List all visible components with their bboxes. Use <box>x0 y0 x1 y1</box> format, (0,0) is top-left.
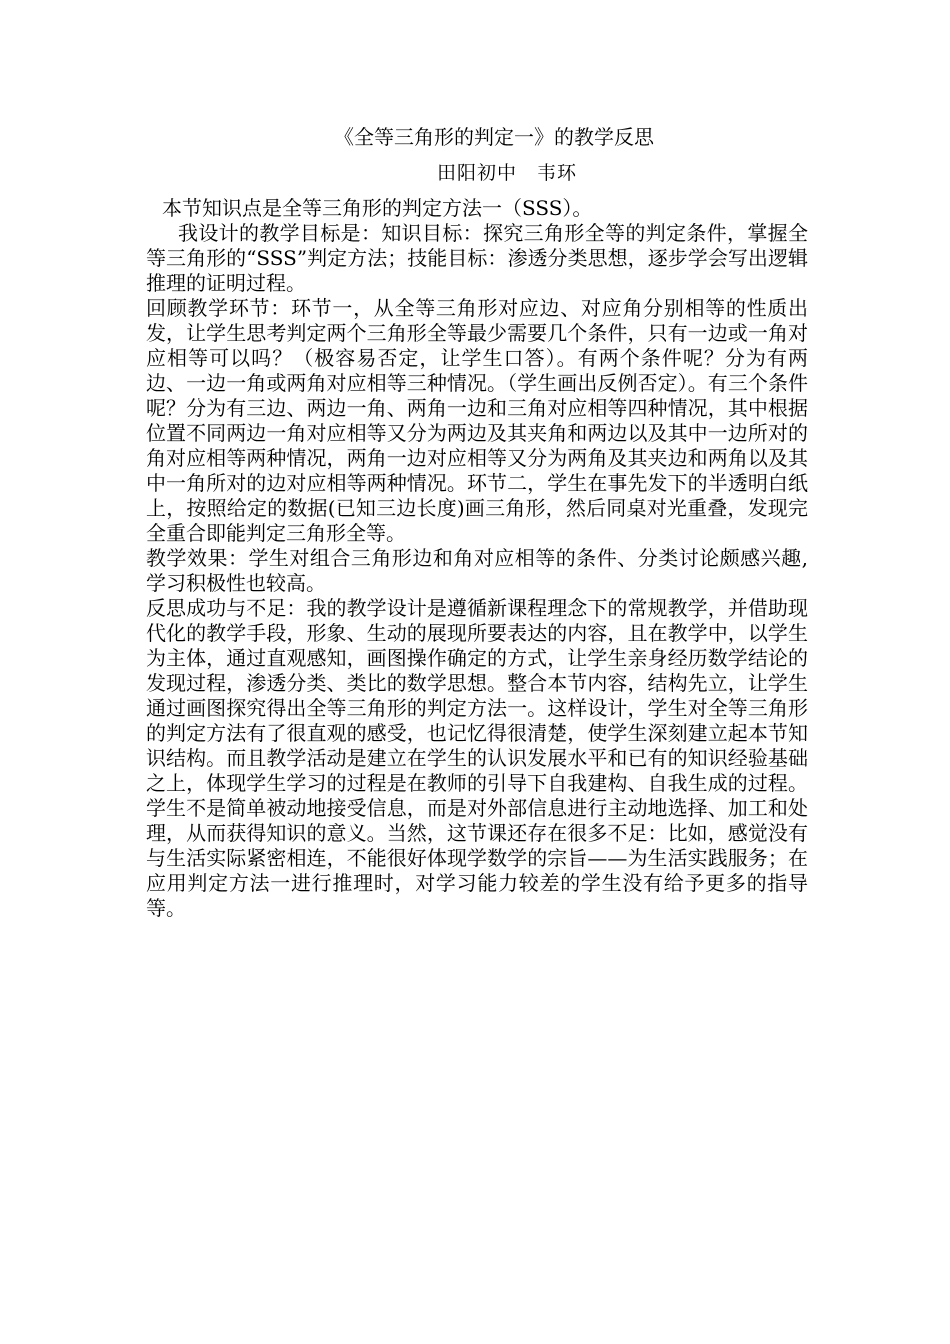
paragraph-teaching-review: 回顾教学环节：环节一，从全等三角形对应边、对应角分别相等的性质出发，让学生思考判定两个三角形全等最少需要几个条件，只有一边或一角对应相等可以吗？（极容易否定，让学生口答）。有两个条件呢？分为有两边、一边一角或两角对应相等三种情况。（学生画出反例否定）。有三个条件呢？分为有三边、两边一角、两角一边和三角对应相等四种情况，其中根据位置不同两边一角对应相等又分为两边及其夹角和两边以及其中一边所对的角对应相等两种情况，两角一边对应相等又分为两角及其夹边和两角以及其中一角所对的边对应相等两种情况。环节二，学生在事先发下的半透明白纸上，按照给定的数据(已知三边长度)画三角形，然后同桌对光重叠，发现完全重合即能判定三角形全等。 <box>146 296 808 545</box>
paragraph-teaching-goals: 我设计的教学目标是：知识目标：探究三角形全等的判定条件，掌握全等三角形的“SSS”判定方法；技能目标：渗透分类思想，逐步学会写出逻辑推理的证明过程。 <box>146 221 808 295</box>
document-page <box>146 124 808 921</box>
paragraph-teaching-effect: 教学效果：学生对组合三角形边和角对应相等的条件、分类讨论颇感兴趣,学习积极性也较高。 <box>146 546 808 595</box>
paragraph-knowledge-point: 本节知识点是全等三角形的判定方法一（SSS）。 <box>162 196 593 220</box>
paragraph-reflection: 反思成功与不足：我的教学设计是遵循新课程理念下的常规教学，并借助现代化的教学手段，形象、生动的展现所要表达的内容，且在教学中，以学生为主体，通过直观感知，画图操作确定的方式，让学生亲身经历数学结论的发现过程，渗透分类、类比的数学思想。整合本节内容，结构先立，让学生通过画图探究得出全等三角形的判定方法一。这样设计，学生对全等三角形的判定方法有了很直观的感受，也记忆得很清楚，使学生深刻建立起本节知识结构。而且教学活动是建立在学生的认识发展水平和已有的知识经验基础之上，体现学生学习的过程是在教师的引导下自我建构、自我生成的过程。学生不是简单被动地接受信息，而是对外部信息进行主动地选择、加工和处理，从而获得知识的意义。当然，这节课还存在很多不足：比如，感觉没有与生活实际紧密相连，不能很好体现学数学的宗旨——为生活实践服务；在应用判定方法一进行推理时，对学习能力较差的学生没有给予更多的指导等。 <box>146 596 808 920</box>
document-author: 田阳初中 韦环 <box>436 162 577 184</box>
document-title: 《全等三角形的判定一》的教学反思 <box>334 125 654 149</box>
